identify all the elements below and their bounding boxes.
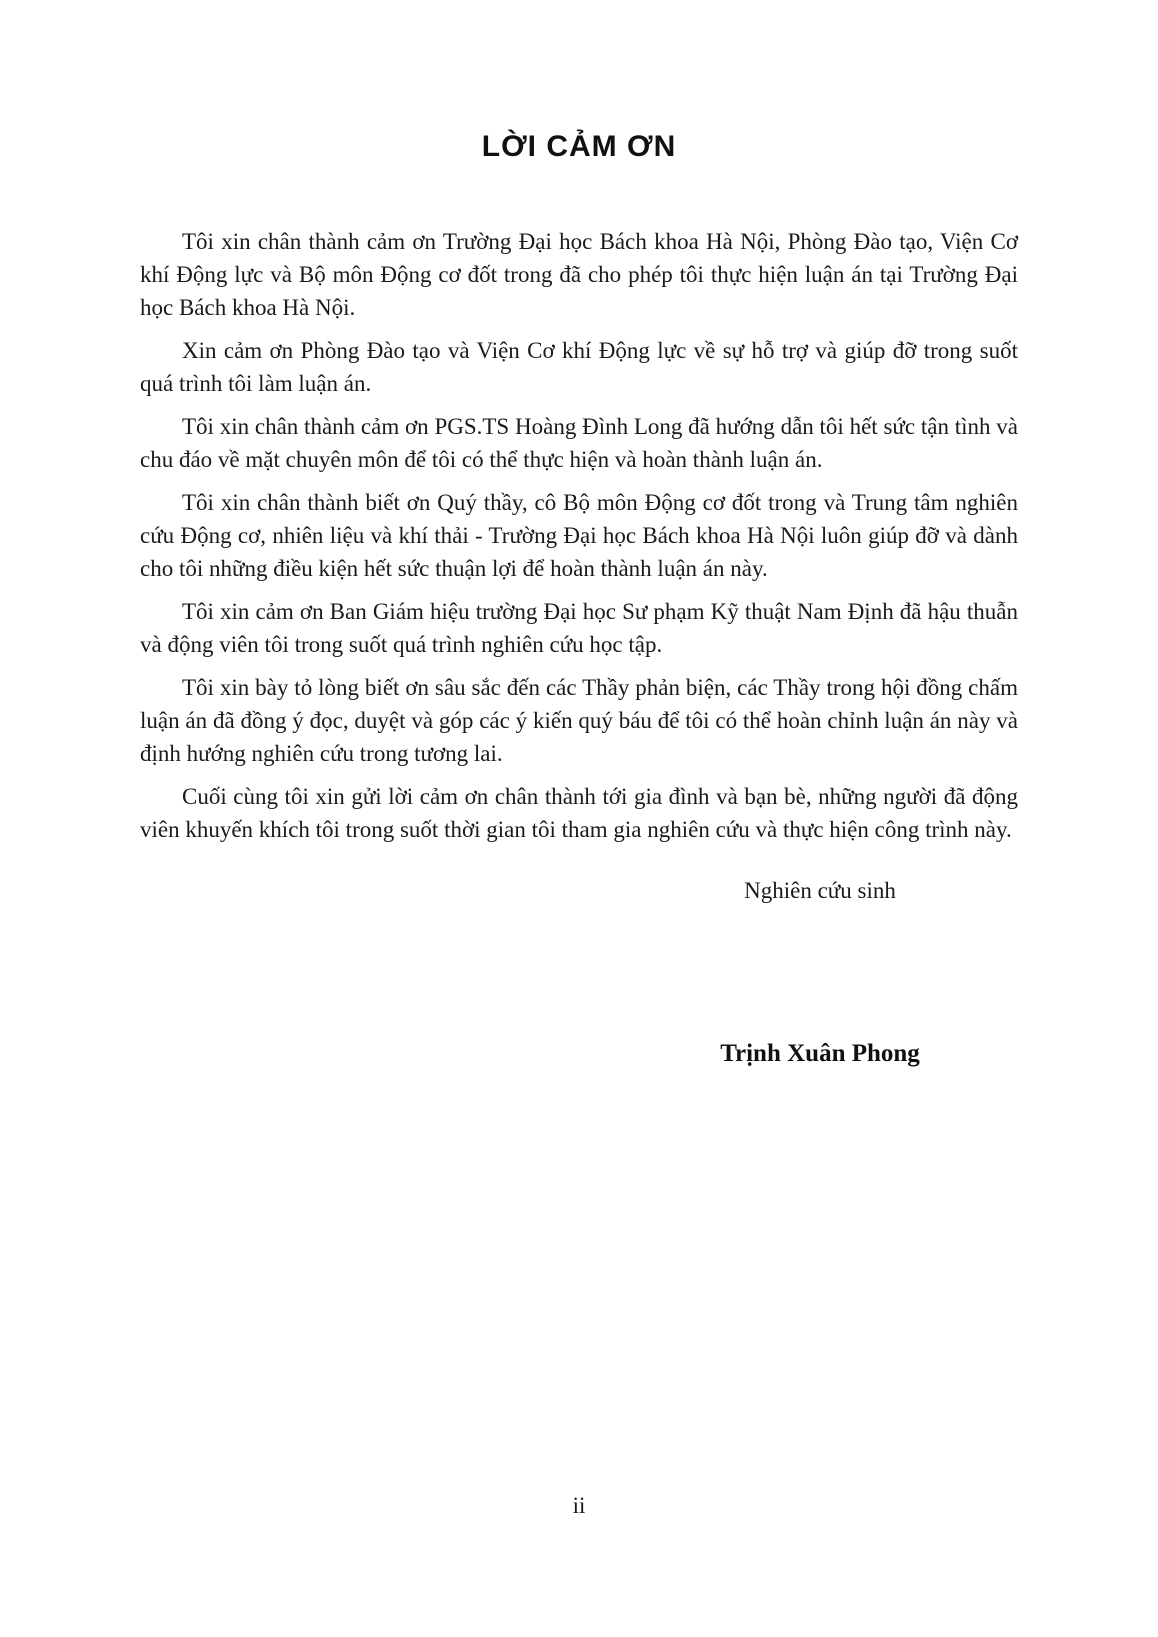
paragraph-5: Tôi xin cảm ơn Ban Giám hiệu trường Đại học Sư phạm Kỹ thuật Nam Định đã hậu thuẫn và động viên tôi trong suốt quá trình nghiên cứu học tập. xyxy=(140,599,1018,657)
paragraph-3: Tôi xin chân thành cảm ơn PGS.TS Hoàng Đình Long đã hướng dẫn tôi hết sức tận tình và chu đáo về mặt chuyên môn để tôi có thể thực hiện và hoàn thành luận án. xyxy=(140,414,1018,472)
signature-name: Trịnh Xuân Phong xyxy=(720,1040,920,1067)
page-title: LỜI CẢM ƠN xyxy=(481,130,677,163)
paragraph-1: Tôi xin chân thành cảm ơn Trường Đại học Bách khoa Hà Nội, Phòng Đào tạo, Viện Cơ khí Động lực và Bộ môn Động cơ đốt trong đã cho phép tôi thực hiện luận án tại Trường Đại học Bách khoa Hà Nội. xyxy=(140,229,1018,320)
page-number: ii xyxy=(572,1493,586,1518)
paragraph-4: Tôi xin chân thành biết ơn Quý thầy, cô Bộ môn Động cơ đốt trong và Trung tâm nghiên cứu Động cơ, nhiên liệu và khí thải - Trường Đại học Bách khoa Hà Nội luôn giúp đỡ và dành cho tôi những điều kiện hết sức thuận lợi để hoàn thành luận án này. xyxy=(140,490,1018,581)
paragraph-6: Tôi xin bày tỏ lòng biết ơn sâu sắc đến các Thầy phản biện, các Thầy trong hội đồng chấm luận án đã đồng ý đọc, duyệt và góp các ý kiến quý báu để tôi có thể hoàn chỉnh luận án này và định hướng nghiên cứu trong tương lai. xyxy=(140,675,1018,766)
body-text xyxy=(140,225,1018,856)
paragraph-2: Xin cảm ơn Phòng Đào tạo và Viện Cơ khí Động lực về sự hỗ trợ và giúp đỡ trong suốt quá trình tôi làm luận án. xyxy=(140,338,1018,396)
signature-block xyxy=(620,876,1020,1069)
paragraph-7: Cuối cùng tôi xin gửi lời cảm ơn chân thành tới gia đình và bạn bè, những người đã động viên khuyến khích tôi trong suốt thời gian tôi tham gia nghiên cứu và thực hiện công trình này. xyxy=(140,784,1018,842)
signature-role: Nghiên cứu sinh xyxy=(744,878,896,903)
